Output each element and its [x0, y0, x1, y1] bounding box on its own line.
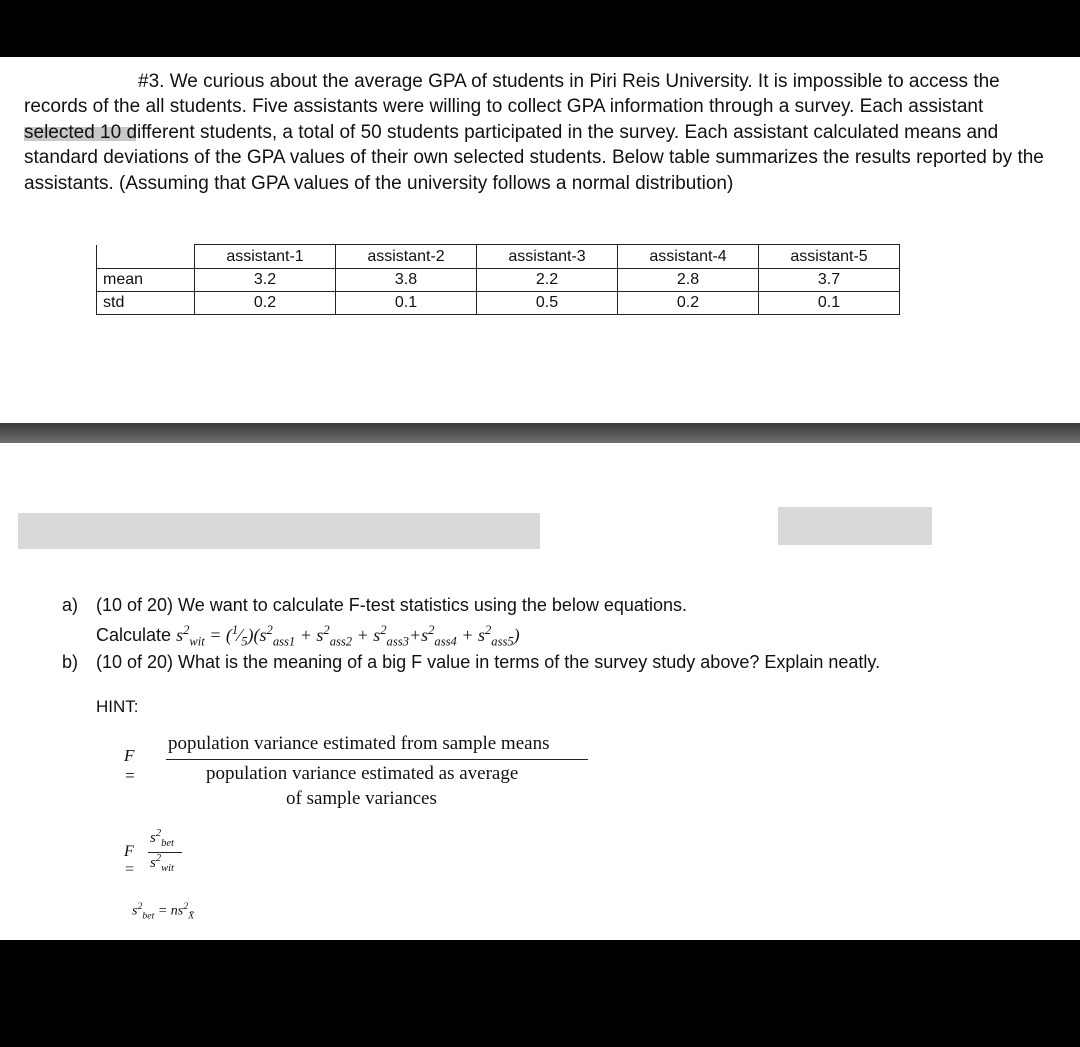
table-cell: 0.2	[618, 292, 759, 315]
question-a-label: a)	[62, 595, 79, 615]
between-variance-formula: $s^2_{bet} = ns^2_{X̄}$	[132, 901, 195, 922]
column-header: assistant-3	[477, 245, 618, 269]
table-header-row	[97, 245, 900, 269]
f-denominator-line2: of sample variances	[286, 788, 437, 809]
question-b	[62, 650, 880, 674]
question-b-label: b)	[62, 652, 79, 672]
question-a-text: (10 of 20) We want to calculate F-test statistics using the below equations.	[96, 595, 687, 615]
table-cell: 2.8	[618, 269, 759, 292]
column-header: assistant-2	[336, 245, 477, 269]
f-numerator: population variance estimated from sample means	[168, 733, 550, 754]
questions-page	[0, 443, 1080, 940]
problem-text: We curious about the average GPA of students in Piri Reis University. It is impossible to access the records of the all students. Five assistants were willing to collect GPA information through a survey. Each assistant selected 10 different students, a total of 50 students participated in the survey. Each assistant calculated means and standard deviations of the GPA values of their own selected students. Below table summarizes the results reported by the assistants. (Assuming that GPA values of the university follows a normal distribution)	[24, 71, 1044, 194]
f-equals: F =	[124, 843, 135, 878]
column-header: assistant-4	[618, 245, 759, 269]
between-variance-symbol: $s^2_{bet}$	[150, 828, 174, 849]
hint-label: HINT:	[96, 697, 139, 716]
calc-prefix: Calculate	[96, 625, 172, 645]
table-row	[97, 292, 900, 315]
problem-number: #3.	[138, 71, 165, 92]
table-cell: 0.1	[759, 292, 900, 315]
table-cell: 0.5	[477, 292, 618, 315]
redacted-region	[18, 513, 540, 549]
problem-page	[0, 57, 1080, 423]
table-cell: 3.2	[195, 269, 336, 292]
f-equals: F =	[124, 746, 136, 785]
redacted-region	[778, 507, 932, 545]
calc-equation	[96, 623, 520, 650]
table-corner	[97, 245, 195, 269]
table-cell: 3.8	[336, 269, 477, 292]
problem-statement	[24, 69, 1054, 196]
row-label: mean	[97, 269, 195, 292]
within-variance-formula: $s^2_{wit}$ = $(^1⁄_5)(s^2_{ass1} + s^2_{ass2} + s^2_{ass3}+s^2_{ass4} + s^2_{ass5})$	[176, 623, 520, 649]
column-header: assistant-1	[195, 245, 336, 269]
row-label: std	[97, 292, 195, 315]
question-b-text: (10 of 20) What is the meaning of a big F value in terms of the survey study above? Explain neatly.	[96, 652, 881, 672]
gpa-table	[96, 244, 900, 315]
page-divider	[0, 423, 1080, 443]
table-cell: 0.2	[195, 292, 336, 315]
table-row	[97, 269, 900, 292]
table-cell: 2.2	[477, 269, 618, 292]
column-header: assistant-5	[759, 245, 900, 269]
within-variance-symbol: $s^2_{wit}$	[150, 853, 174, 874]
f-denominator-line1: population variance estimated as average	[206, 763, 519, 784]
question-a	[62, 593, 687, 617]
table-cell: 3.7	[759, 269, 900, 292]
table-cell: 0.1	[336, 292, 477, 315]
fraction-bar	[166, 759, 588, 760]
